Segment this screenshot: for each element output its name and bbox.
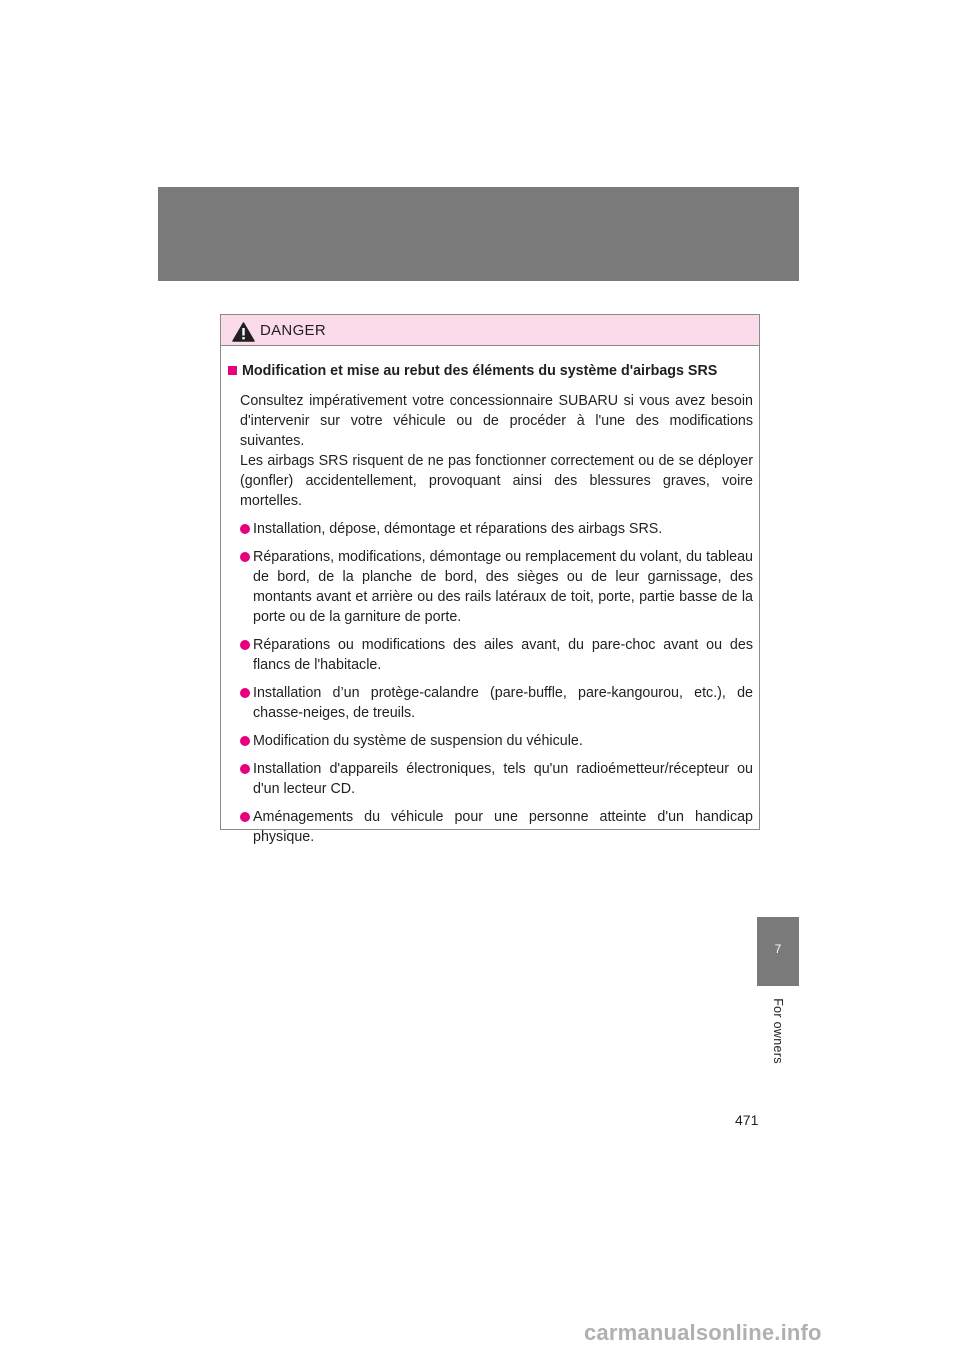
intro-text <box>240 391 753 511</box>
danger-header <box>221 315 759 346</box>
danger-body <box>221 346 759 847</box>
circle-bullet-icon <box>240 812 250 822</box>
section-title-text: Modification et mise au rebut des éléments du système d'airbags SRS <box>242 363 718 379</box>
list-item-text: Modification du système de suspension du véhicule. <box>253 733 583 749</box>
chapter-header-band <box>158 187 799 281</box>
section-title <box>226 361 753 381</box>
danger-box <box>220 314 760 845</box>
list-item <box>240 547 753 627</box>
list-item <box>240 807 753 847</box>
list-item-text: Installation d’un protège-calandre (pare-buffle, pare-kangourou, etc.), de chasse-neiges, de treuils. <box>253 685 753 721</box>
intro-paragraph: Consultez impérativement votre concessionnaire SUBARU si vous avez besoin d'intervenir sur votre véhicule ou de procéder à l'une des modifications suivantes. <box>240 393 753 449</box>
circle-bullet-icon <box>240 524 250 534</box>
list-item <box>240 731 753 751</box>
chapter-tab <box>757 917 799 986</box>
circle-bullet-icon <box>240 736 250 746</box>
list-item-text: Installation d'appareils électroniques, tels qu'un radioémetteur/récepteur ou d'un lecteur CD. <box>253 761 753 797</box>
chapter-number: 7 <box>774 942 782 956</box>
warning-triangle-icon <box>232 322 255 342</box>
list-item <box>240 759 753 799</box>
square-bullet-icon <box>228 366 237 375</box>
list-item <box>240 519 753 539</box>
circle-bullet-icon <box>240 640 250 650</box>
bullet-list <box>226 519 753 847</box>
list-item <box>240 635 753 675</box>
list-item-text: Réparations ou modifications des ailes avant, du pare-choc avant ou des flancs de l'habitacle. <box>253 637 753 673</box>
watermark: carmanualsonline.info <box>584 1320 822 1345</box>
danger-label: DANGER <box>260 322 326 339</box>
list-item-text: Réparations, modifications, démontage ou remplacement du volant, du tableau de bord, de la planche de bord, des sièges ou de leur garnissage, des montants avant et arrière ou des rails latéraux de toit, porte, partie basse de la porte ou de la garniture de porte. <box>253 549 753 625</box>
circle-bullet-icon <box>240 688 250 698</box>
list-item-text: Installation, dépose, démontage et réparations des airbags SRS. <box>253 521 663 537</box>
list-item-text: Aménagements du véhicule pour une personne atteinte d'un handicap physique. <box>253 809 753 845</box>
circle-bullet-icon <box>240 764 250 774</box>
chapter-label: For owners <box>771 998 785 1064</box>
circle-bullet-icon <box>240 552 250 562</box>
intro-paragraph: Les airbags SRS risquent de ne pas fonctionner correctement ou de se déployer (gonfler) accidentellement, provoquant ainsi des blessures graves, voire mortelles. <box>240 453 753 509</box>
page-number: 471 <box>735 1112 759 1128</box>
list-item <box>240 683 753 723</box>
